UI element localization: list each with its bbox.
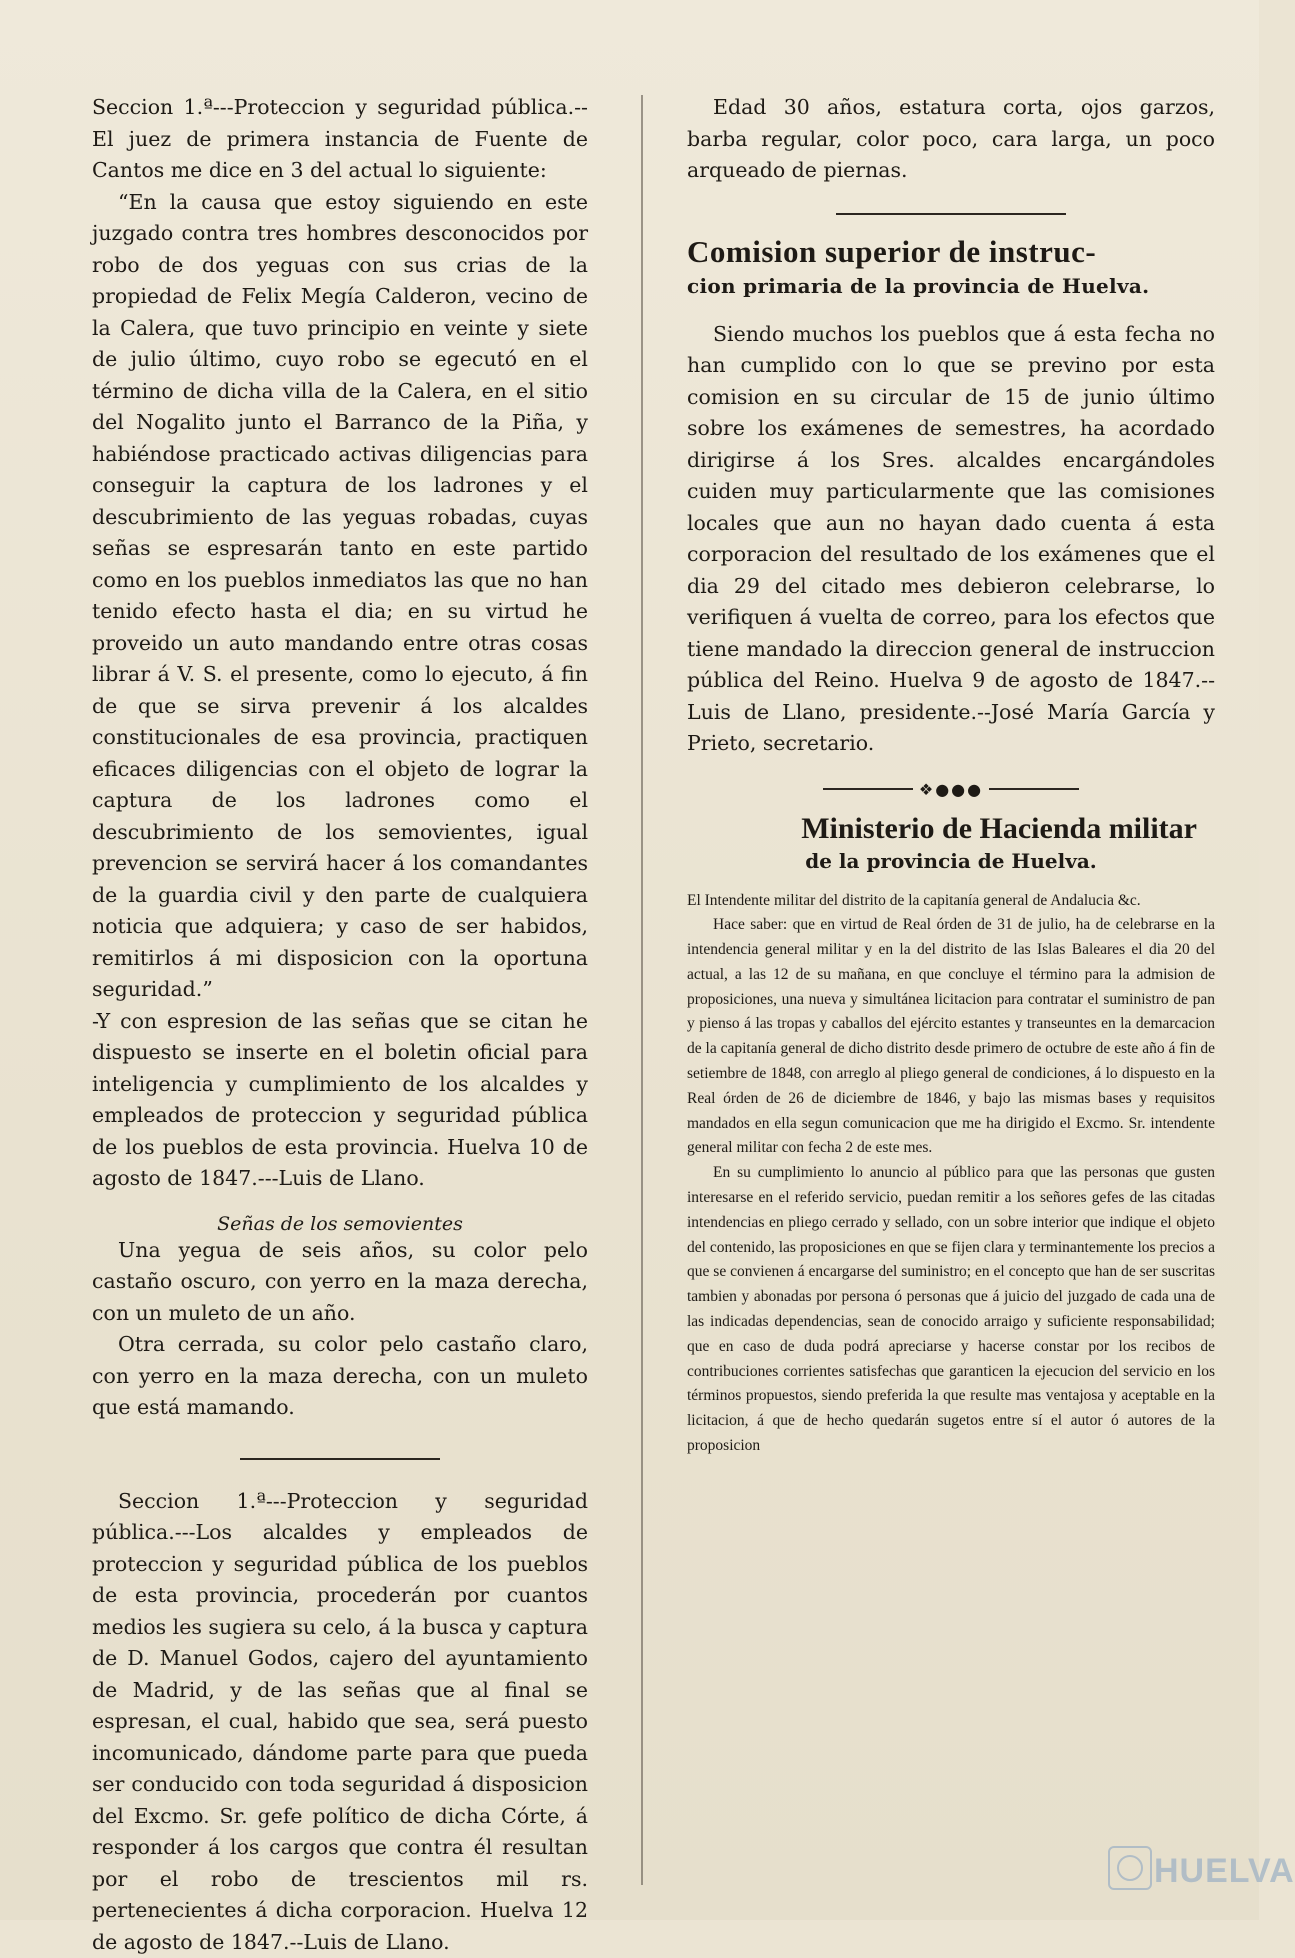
section1-closing: -Y con espresion de las señas que se citan he dispuesto se inserte en el boletin oficial para inteligencia y cumplimiento de los alcaldes y empleados de proteccion y seguridad pública de los pueblos de esta provincia. Huelva 10 de agosto de 1847.---Luis de Llano. — [92, 1006, 588, 1195]
senas-mare-2: Otra cerrada, su color pelo castaño claro, con yerro en la maza derecha, con un muleto que está mamando. — [92, 1329, 588, 1424]
archive-watermark: HUELVA — [1154, 1852, 1295, 1891]
comision-subtitle: cion primaria de la provincia de Huelva. — [687, 271, 1215, 301]
ornament-separator — [687, 780, 1215, 799]
column-divider — [641, 95, 643, 1885]
ministerio-title: Ministerio de Hacienda militar — [687, 811, 1215, 847]
section-separator — [240, 1458, 440, 1460]
section1-intro: Seccion 1.ª---Proteccion y seguridad pública.--El juez de primera instancia de Fuente de Cantos me dice en 3 del actual lo siguiente: — [92, 92, 588, 187]
senas-mare-1: Una yegua de seis años, su color pelo castaño oscuro, con yerro en la maza derecha, con un muleto de un año. — [92, 1235, 588, 1330]
ministerio-subtitle: de la provincia de Huelva. — [687, 847, 1215, 875]
archive-seal-icon — [1108, 1846, 1152, 1890]
right-column — [687, 92, 1215, 1459]
section1-quote: “En la causa que estoy siguiendo en este juzgado contra tres hombres desconocidos por robo de dos yeguas con sus crias de la propiedad de Felix Megía Calderon, vecino de la Calera, que tuvo principio en veinte y siete de julio último, cuyo robo se egecutó en el término de dicha villa de la Calera, en el sitio del Nogalito junto el Barranco de la Piña, y habiéndose practicado activas diligencias para conseguir la captura de los ladrones y el descubrimiento de las yeguas robadas, cuyas señas se espresarán tanto en este partido como en los pueblos inmediatos las que no han tenido efecto hasta el dia; en su virtud he proveido un auto mandando entre otras cosas librar á V. S. el presente, como lo ejecuto, á fin de que se sirva prevenir á los alcaldes constitucionales de esa provincia, practiquen eficaces diligencias con el objeto de lograr la captura de los ladrones como el descubrimiento de los semovientes, igual prevencion se servirá hacer á los comandantes de la guardia civil y den parte de cualquiera noticia que adquiera; y caso de ser habidos, remitirlos á mi disposicion con la oportuna seguridad.” — [92, 187, 588, 1006]
section-separator — [836, 213, 1066, 215]
ministerio-notice: Hace saber: que en virtud de Real órden de 31 de julio, ha de celebrarse en la intendencia general militar y en la del distrito de las Islas Baleares el dia 20 del actual, a las 12 de su mañana, en que concluye el término para la admision de proposiciones, una nueva y simultánea licitacion para contratar el suministro de pan y pienso á las tropas y caballos del ejército estantes y transeuntes en la demarcacion de la capitanía general de dicho distrito desde primero de octubre de este año á fin de setiembre de 1848, con arreglo al pliego general de condiciones, á lo dispuesto en la Real órden de 26 de diciembre de 1846, y bajo las mismas bases y requisitos mandados en ella segun comunicacion que me ha dirigido el Excmo. Sr. intendente general militar con fecha 2 de este mes. — [687, 913, 1215, 1161]
ornament-line-left — [823, 788, 913, 790]
left-column — [92, 92, 588, 1958]
comision-body: Siendo muchos los pueblos que á esta fecha no han cumplido con lo que se previno por esta comision en su circular de 15 de junio último sobre los exámenes de semestres, ha acordado dirigirse á los Sres. alcaldes encargándoles cuiden muy particularmente que las comisiones locales que aun no hayan dado cuenta á esta corporacion del resultado de los exámenes que el dia 29 del citado mes debieron celebrarse, lo verifiquen á vuelta de correo, para los efectos que tiene mandado la direccion general de instruccion pública del Reino. Huelva 9 de agosto de 1847.--Luis de Llano, presidente.--José María García y Prieto, secretario. — [687, 319, 1215, 760]
section2-notice: Seccion 1.ª---Proteccion y seguridad pública.---Los alcaldes y empleados de proteccion y seguridad pública de los pueblos de esta provincia, procederán por cuantos medios les sugiera su celo, á la busca y captura de D. Manuel Godos, cajero del ayuntamiento de Madrid, y de las señas que al final se espresan, el cual, habido que sea, será puesto incomunicado, dándome parte para que pueda ser conducido con toda seguridad á disposicion del Excmo. Sr. gefe político de dicha Córte, á responder á los cargos que contra él resultan por el robo de trescientos mil rs. pertenecientes á dicha corporacion. Huelva 12 de agosto de 1847.--Luis de Llano. — [92, 1486, 588, 1958]
senas-heading: Señas de los semovientes — [92, 1213, 588, 1235]
ministerio-intro: El Intendente militar del distrito de la capitanía general de Andalucia &c. — [687, 889, 1215, 914]
comision-title: Comision superior de instruc- — [687, 233, 1215, 271]
ministerio-instructions: En su cumplimiento lo anuncio al público para que las personas que gusten interesarse en el referido servicio, puedan remitir a los señores gefes de las citadas intendencias en pliego cerrado y sellado, con un sobre interior que indique el objeto del contenido, las proposiciones en que se fijen clara y terminantemente los precios a que se convienen á encargarse del suministro; en el concepto que han de ser suscritas tambien y abonadas por persona ó personas que á juicio del juzgado de cada una de las indicadas dependencias, sean de conocido arraigo y suficiente responsabilidad; que en caso de duda podrá apreciarse y hacerse constar por los recibos de contribuciones corrientes satisfechas que garanticen la ejecucion del servicio en los términos propuestos, siendo preferida la que resulte mas ventajosa y aceptable en la licitacion, á que de hecho quedarán sugetos entre sí el autor ó autores de la proposicion — [687, 1161, 1215, 1459]
ornament-icon: ❖●●● — [919, 780, 983, 799]
ornament-line-right — [989, 788, 1079, 790]
suspect-description: Edad 30 años, estatura corta, ojos garzos, barba regular, color poco, cara larga, un poco arqueado de piernas. — [687, 92, 1215, 187]
